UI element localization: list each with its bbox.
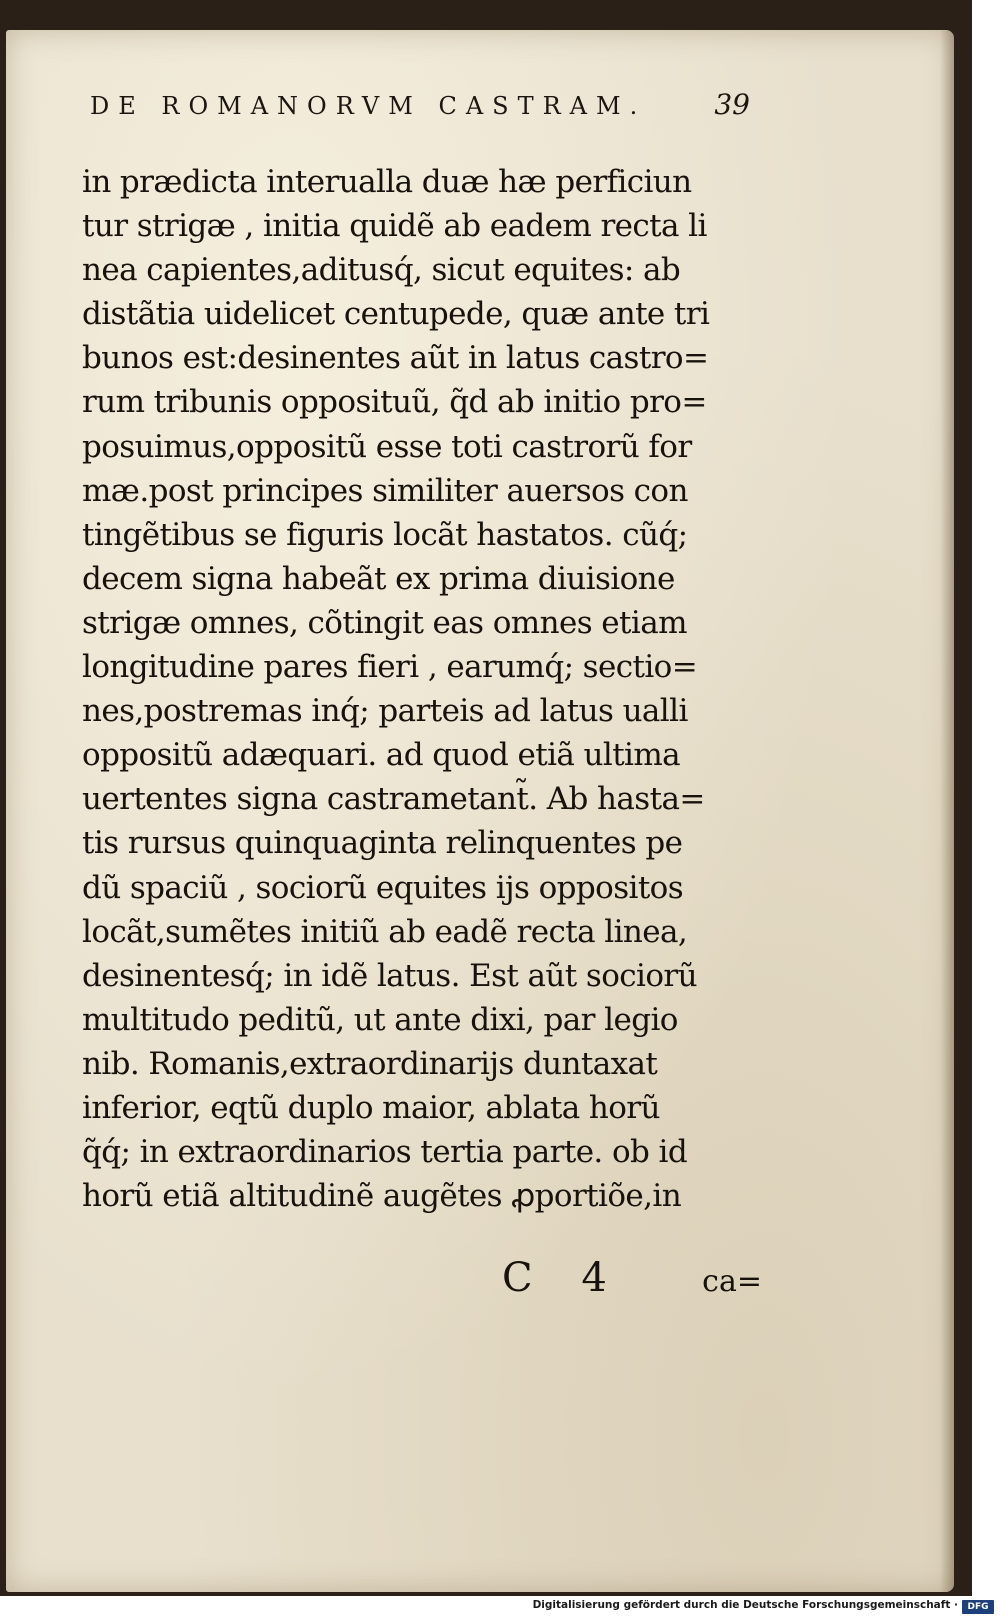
running-head [90, 88, 750, 128]
text-line: posuimus,oppositũ esse toti castrorũ for [82, 428, 692, 465]
signature-line [502, 1255, 762, 1301]
text-line: distãtia uidelicet centupede, quæ ante tri [82, 296, 710, 333]
text-line: decem signa habeãt ex prima diuisione [82, 560, 675, 597]
text-line: q̃q́; in extraordinarios tertia parte. ob id [82, 1134, 688, 1171]
text-line: multitudo peditũ, ut ante dixi, par legio [82, 1001, 678, 1038]
page-edge-shadow [940, 30, 954, 1592]
text-line: locãt,sumẽtes initiũ ab eadẽ recta linea, [82, 913, 688, 950]
text-line: oppositũ adæquari. ad quod etiã ultima [82, 737, 681, 774]
text-line: nes,postremas inq́; parteis ad latus ualli [82, 693, 688, 730]
dfg-logo: DFG [962, 1600, 994, 1614]
text-line: desinentesq́; in idẽ latus. Est aũt sociorũ [82, 957, 697, 994]
text-line: strigæ omnes, cõtingit eas omnes etiam [82, 604, 687, 641]
text-line: tingẽtibus se figuris locãt hastatos. cũq́; [82, 516, 688, 553]
text-line: mæ.post principes similiter auersos con [82, 472, 688, 509]
running-title: DE ROMANORVM CASTRAM. [90, 92, 647, 120]
text-line: dũ spaciũ , sociorũ equites ijs oppositos [82, 869, 684, 906]
text-line: horũ etiã altitudinẽ augẽtes ꝓportiõe,in [82, 1178, 682, 1215]
text-line: tis rursus quinquaginta relinquentes pe [82, 825, 683, 862]
catchword: ca= [702, 1264, 762, 1299]
text-line: tur strigæ , initia quidẽ ab eadem recta li [82, 208, 707, 245]
text-line: longitudine pares fieri , earumq́; sectio= [82, 649, 698, 686]
text-block [82, 160, 762, 1218]
text-line: inferior, eqtũ duplo maior, ablata horũ [82, 1089, 660, 1126]
text-line: uertentes signa castrametant̃. Ab hasta= [82, 781, 705, 818]
text-line: nib. Romanis,extraordinarijs duntaxat [82, 1045, 658, 1082]
text-line: nea capientes,aditusq́, sicut equites: ab [82, 252, 681, 289]
signature-mark: C 4 [502, 1255, 625, 1301]
footer-credit: Digitalisierung gefördert durch die Deutsche Forschungsgemeinschaft · [532, 1599, 958, 1611]
folio-number: 39 [714, 88, 750, 121]
text-line: bunos est:desinentes aũt in latus castro= [82, 340, 709, 377]
text-line: rum tribunis opposituũ, q̃d ab initio pro= [82, 384, 707, 421]
text-line: in prædicta interualla duæ hæ perficiun [82, 164, 692, 200]
